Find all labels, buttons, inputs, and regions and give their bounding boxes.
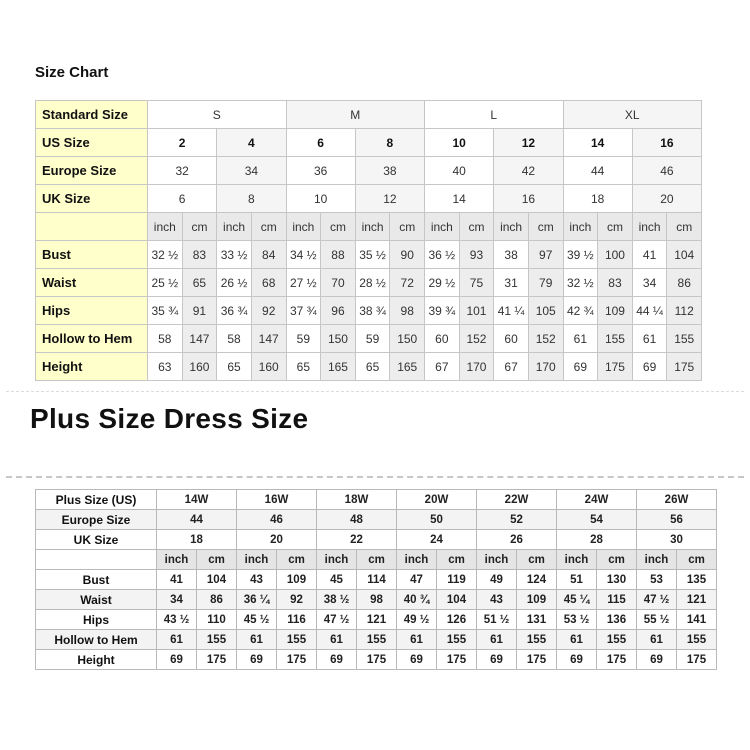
measurement-value-cell: 136 — [597, 610, 637, 630]
size-value-cell: 30 — [637, 530, 717, 550]
unit-header-cell: cm — [459, 213, 494, 241]
size-value-cell: 38 — [355, 157, 424, 185]
measurement-value-cell: 114 — [357, 570, 397, 590]
size-value-cell: 6 — [148, 185, 217, 213]
measurement-value-cell: 83 — [598, 269, 633, 297]
measurement-value-cell: 155 — [197, 630, 237, 650]
unit-header-cell: inch — [494, 213, 529, 241]
measurement-value-cell: 31 — [494, 269, 529, 297]
unit-header-cell: cm — [197, 550, 237, 570]
measurement-value-cell: 109 — [277, 570, 317, 590]
size-value-cell: 16 — [632, 129, 701, 157]
measurement-value-cell: 53 — [637, 570, 677, 590]
measurement-value-cell: 75 — [459, 269, 494, 297]
unit-header-cell: inch — [477, 550, 517, 570]
size-value-cell: 44 — [563, 157, 632, 185]
measurement-value-cell: 69 — [637, 650, 677, 670]
size-value-cell: 46 — [632, 157, 701, 185]
size-value-cell: 48 — [317, 510, 397, 530]
unit-header-cell: inch — [286, 213, 321, 241]
measurement-value-cell: 155 — [357, 630, 397, 650]
measurement-value-cell: 65 — [286, 353, 321, 381]
measurement-value-cell: 147 — [251, 325, 286, 353]
measurement-value-cell: 28 ½ — [355, 269, 390, 297]
standard-size-cell: L — [425, 101, 564, 129]
measurement-value-cell: 105 — [528, 297, 563, 325]
measurement-value-cell: 70 — [321, 269, 356, 297]
measurement-value-cell: 32 ½ — [148, 241, 183, 269]
measurement-value-cell: 130 — [597, 570, 637, 590]
measurement-value-cell: 44 ¼ — [632, 297, 667, 325]
measurement-value-cell: 175 — [197, 650, 237, 670]
row-label-cell: US Size — [36, 129, 148, 157]
size-value-cell: 14 — [563, 129, 632, 157]
table-row — [36, 530, 717, 550]
measurement-value-cell: 126 — [437, 610, 477, 630]
measurement-value-cell: 38 ¾ — [355, 297, 390, 325]
measurement-value-cell: 39 ½ — [563, 241, 598, 269]
unit-header-cell: cm — [597, 550, 637, 570]
measurement-value-cell: 35 ¾ — [148, 297, 183, 325]
row-label-cell: Hollow to Hem — [36, 630, 157, 650]
measurement-value-cell: 34 — [632, 269, 667, 297]
measurement-value-cell: 32 ½ — [563, 269, 598, 297]
measurement-value-cell: 100 — [598, 241, 633, 269]
size-value-cell: 24 — [397, 530, 477, 550]
measurement-value-cell: 121 — [357, 610, 397, 630]
measurement-value-cell: 72 — [390, 269, 425, 297]
dashed-separator-top — [6, 391, 744, 392]
measurement-value-cell: 109 — [517, 590, 557, 610]
size-value-cell: 10 — [286, 185, 355, 213]
row-label-cell: Height — [36, 353, 148, 381]
measurement-value-cell: 86 — [667, 269, 702, 297]
measurement-value-cell: 110 — [197, 610, 237, 630]
measurement-value-cell: 175 — [517, 650, 557, 670]
measurement-value-cell: 65 — [355, 353, 390, 381]
measurement-value-cell: 92 — [251, 297, 286, 325]
table-row — [36, 185, 702, 213]
size-value-cell: 50 — [397, 510, 477, 530]
measurement-value-cell: 69 — [557, 650, 597, 670]
row-label-cell: Waist — [36, 590, 157, 610]
measurement-value-cell: 40 ¾ — [397, 590, 437, 610]
measurement-value-cell: 67 — [494, 353, 529, 381]
unit-header-cell: inch — [557, 550, 597, 570]
unit-header-cell: cm — [182, 213, 217, 241]
table-row — [36, 610, 717, 630]
row-label-cell: Bust — [36, 241, 148, 269]
table-row — [36, 590, 717, 610]
measurement-value-cell: 55 ½ — [637, 610, 677, 630]
measurement-value-cell: 175 — [677, 650, 717, 670]
corner-cell — [36, 213, 148, 241]
unit-header-cell: inch — [632, 213, 667, 241]
measurement-value-cell: 42 ¾ — [563, 297, 598, 325]
measurement-value-cell: 175 — [598, 353, 633, 381]
measurement-value-cell: 155 — [277, 630, 317, 650]
table-row — [36, 650, 717, 670]
unit-header-cell: cm — [321, 213, 356, 241]
size-value-cell: 42 — [494, 157, 563, 185]
measurement-value-cell: 36 ¾ — [217, 297, 252, 325]
size-value-cell: 8 — [355, 129, 424, 157]
table-row — [36, 129, 702, 157]
measurement-value-cell: 101 — [459, 297, 494, 325]
measurement-value-cell: 43 — [477, 590, 517, 610]
measurement-value-cell: 25 ½ — [148, 269, 183, 297]
measurement-value-cell: 38 — [494, 241, 529, 269]
unit-header-cell: cm — [357, 550, 397, 570]
measurement-value-cell: 38 ½ — [317, 590, 357, 610]
row-label-cell: UK Size — [36, 530, 157, 550]
measurement-value-cell: 98 — [357, 590, 397, 610]
size-value-cell: 24W — [557, 490, 637, 510]
row-label-cell: Standard Size — [36, 101, 148, 129]
measurement-value-cell: 60 — [425, 325, 460, 353]
measurement-value-cell: 170 — [459, 353, 494, 381]
measurement-value-cell: 47 — [397, 570, 437, 590]
size-value-cell: 28 — [557, 530, 637, 550]
measurement-value-cell: 175 — [437, 650, 477, 670]
size-value-cell: 20 — [632, 185, 701, 213]
measurement-value-cell: 26 ½ — [217, 269, 252, 297]
measurement-value-cell: 43 — [237, 570, 277, 590]
measurement-value-cell: 90 — [390, 241, 425, 269]
measurement-value-cell: 175 — [357, 650, 397, 670]
standard-size-cell: S — [148, 101, 287, 129]
unit-header-cell: inch — [563, 213, 598, 241]
row-label-cell: Plus Size (US) — [36, 490, 157, 510]
measurement-value-cell: 155 — [598, 325, 633, 353]
measurement-value-cell: 160 — [182, 353, 217, 381]
unit-header-cell: cm — [667, 213, 702, 241]
table-row — [36, 241, 702, 269]
size-value-cell: 56 — [637, 510, 717, 530]
size-value-cell: 46 — [237, 510, 317, 530]
measurement-value-cell: 51 — [557, 570, 597, 590]
measurement-value-cell: 115 — [597, 590, 637, 610]
measurement-value-cell: 63 — [148, 353, 183, 381]
table-row — [36, 510, 717, 530]
table-row — [36, 570, 717, 590]
measurement-value-cell: 61 — [477, 630, 517, 650]
measurement-value-cell: 69 — [157, 650, 197, 670]
row-label-cell: Bust — [36, 570, 157, 590]
measurement-value-cell: 29 ½ — [425, 269, 460, 297]
measurement-value-cell: 160 — [251, 353, 286, 381]
unit-header-cell: inch — [157, 550, 197, 570]
measurement-value-cell: 121 — [677, 590, 717, 610]
size-value-cell: 44 — [157, 510, 237, 530]
measurement-value-cell: 91 — [182, 297, 217, 325]
measurement-value-cell: 112 — [667, 297, 702, 325]
measurement-value-cell: 104 — [197, 570, 237, 590]
row-label-cell: Waist — [36, 269, 148, 297]
measurement-value-cell: 61 — [557, 630, 597, 650]
measurement-value-cell: 34 — [157, 590, 197, 610]
measurement-value-cell: 152 — [459, 325, 494, 353]
measurement-value-cell: 165 — [390, 353, 425, 381]
measurement-value-cell: 104 — [437, 590, 477, 610]
measurement-value-cell: 150 — [390, 325, 425, 353]
unit-header-cell: inch — [237, 550, 277, 570]
measurement-value-cell: 49 — [477, 570, 517, 590]
measurement-value-cell: 69 — [477, 650, 517, 670]
table-row — [36, 157, 702, 185]
measurement-value-cell: 165 — [321, 353, 356, 381]
measurement-value-cell: 49 ½ — [397, 610, 437, 630]
measurement-value-cell: 59 — [286, 325, 321, 353]
table-row — [36, 297, 702, 325]
size-value-cell: 40 — [425, 157, 494, 185]
row-label-cell: Hollow to Hem — [36, 325, 148, 353]
measurement-value-cell: 41 — [157, 570, 197, 590]
measurement-value-cell: 65 — [217, 353, 252, 381]
unit-header-cell: cm — [598, 213, 633, 241]
unit-header-cell: inch — [637, 550, 677, 570]
unit-header-cell: cm — [677, 550, 717, 570]
unit-header-cell: cm — [390, 213, 425, 241]
size-value-cell: 54 — [557, 510, 637, 530]
measurement-value-cell: 175 — [277, 650, 317, 670]
row-label-cell: Europe Size — [36, 157, 148, 185]
measurement-value-cell: 37 ¾ — [286, 297, 321, 325]
measurement-value-cell: 175 — [667, 353, 702, 381]
measurement-value-cell: 150 — [321, 325, 356, 353]
measurement-value-cell: 61 — [317, 630, 357, 650]
table-row — [36, 213, 702, 241]
measurement-value-cell: 41 ¼ — [494, 297, 529, 325]
row-label-cell: Hips — [36, 610, 157, 630]
measurement-value-cell: 104 — [667, 241, 702, 269]
size-value-cell: 14 — [425, 185, 494, 213]
measurement-value-cell: 47 ½ — [317, 610, 357, 630]
measurement-value-cell: 39 ¾ — [425, 297, 460, 325]
measurement-value-cell: 152 — [528, 325, 563, 353]
measurement-value-cell: 27 ½ — [286, 269, 321, 297]
table-row — [36, 550, 717, 570]
measurement-value-cell: 69 — [237, 650, 277, 670]
measurement-value-cell: 131 — [517, 610, 557, 630]
unit-header-cell: cm — [517, 550, 557, 570]
measurement-value-cell: 36 ½ — [425, 241, 460, 269]
measurement-value-cell: 119 — [437, 570, 477, 590]
measurement-value-cell: 45 — [317, 570, 357, 590]
size-value-cell: 32 — [148, 157, 217, 185]
measurement-value-cell: 45 ½ — [237, 610, 277, 630]
measurement-value-cell: 34 ½ — [286, 241, 321, 269]
size-value-cell: 22W — [477, 490, 557, 510]
measurement-value-cell: 65 — [182, 269, 217, 297]
measurement-value-cell: 58 — [148, 325, 183, 353]
size-value-cell: 20 — [237, 530, 317, 550]
size-value-cell: 36 — [286, 157, 355, 185]
unit-header-cell: inch — [217, 213, 252, 241]
measurement-value-cell: 84 — [251, 241, 286, 269]
measurement-value-cell: 43 ½ — [157, 610, 197, 630]
unit-header-cell: cm — [277, 550, 317, 570]
size-value-cell: 20W — [397, 490, 477, 510]
measurement-value-cell: 93 — [459, 241, 494, 269]
size-chart-table — [35, 100, 702, 381]
measurement-value-cell: 170 — [528, 353, 563, 381]
unit-header-cell: cm — [528, 213, 563, 241]
size-value-cell: 34 — [217, 157, 286, 185]
unit-header-cell: inch — [397, 550, 437, 570]
measurement-value-cell: 36 ¼ — [237, 590, 277, 610]
measurement-value-cell: 69 — [397, 650, 437, 670]
unit-header-cell: inch — [148, 213, 183, 241]
measurement-value-cell: 58 — [217, 325, 252, 353]
unit-header-cell: inch — [355, 213, 390, 241]
size-value-cell: 10 — [425, 129, 494, 157]
measurement-value-cell: 116 — [277, 610, 317, 630]
size-value-cell: 52 — [477, 510, 557, 530]
size-chart-title: Size Chart — [35, 64, 109, 81]
measurement-value-cell: 60 — [494, 325, 529, 353]
measurement-value-cell: 155 — [597, 630, 637, 650]
measurement-value-cell: 53 ½ — [557, 610, 597, 630]
measurement-value-cell: 155 — [677, 630, 717, 650]
corner-cell — [36, 550, 157, 570]
measurement-value-cell: 33 ½ — [217, 241, 252, 269]
measurement-value-cell: 147 — [182, 325, 217, 353]
measurement-value-cell: 86 — [197, 590, 237, 610]
measurement-value-cell: 175 — [597, 650, 637, 670]
row-label-cell: UK Size — [36, 185, 148, 213]
measurement-value-cell: 97 — [528, 241, 563, 269]
measurement-value-cell: 96 — [321, 297, 356, 325]
measurement-value-cell: 155 — [517, 630, 557, 650]
measurement-value-cell: 69 — [317, 650, 357, 670]
measurement-value-cell: 61 — [637, 630, 677, 650]
size-value-cell: 2 — [148, 129, 217, 157]
measurement-value-cell: 79 — [528, 269, 563, 297]
measurement-value-cell: 61 — [157, 630, 197, 650]
measurement-value-cell: 88 — [321, 241, 356, 269]
size-value-cell: 12 — [355, 185, 424, 213]
size-value-cell: 14W — [157, 490, 237, 510]
standard-size-cell: XL — [563, 101, 702, 129]
size-value-cell: 26 — [477, 530, 557, 550]
table-row — [36, 630, 717, 650]
measurement-value-cell: 68 — [251, 269, 286, 297]
row-label-cell: Height — [36, 650, 157, 670]
measurement-value-cell: 45 ¼ — [557, 590, 597, 610]
measurement-value-cell: 67 — [425, 353, 460, 381]
plus-size-table — [35, 489, 717, 670]
measurement-value-cell: 98 — [390, 297, 425, 325]
measurement-value-cell: 69 — [563, 353, 598, 381]
size-value-cell: 16 — [494, 185, 563, 213]
measurement-value-cell: 51 ½ — [477, 610, 517, 630]
unit-header-cell: inch — [317, 550, 357, 570]
size-value-cell: 12 — [494, 129, 563, 157]
table-row — [36, 101, 702, 129]
measurement-value-cell: 41 — [632, 241, 667, 269]
table-row — [36, 269, 702, 297]
size-value-cell: 26W — [637, 490, 717, 510]
size-value-cell: 18W — [317, 490, 397, 510]
measurement-value-cell: 92 — [277, 590, 317, 610]
plus-size-title: Plus Size Dress Size — [30, 403, 309, 434]
measurement-value-cell: 61 — [563, 325, 598, 353]
table-row — [36, 353, 702, 381]
size-value-cell: 22 — [317, 530, 397, 550]
unit-header-cell: cm — [251, 213, 286, 241]
measurement-value-cell: 59 — [355, 325, 390, 353]
measurement-value-cell: 69 — [632, 353, 667, 381]
size-value-cell: 16W — [237, 490, 317, 510]
unit-header-cell: inch — [425, 213, 460, 241]
row-label-cell: Europe Size — [36, 510, 157, 530]
size-value-cell: 6 — [286, 129, 355, 157]
measurement-value-cell: 61 — [397, 630, 437, 650]
row-label-cell: Hips — [36, 297, 148, 325]
measurement-value-cell: 155 — [437, 630, 477, 650]
measurement-value-cell: 35 ½ — [355, 241, 390, 269]
unit-header-cell: cm — [437, 550, 477, 570]
size-value-cell: 4 — [217, 129, 286, 157]
measurement-value-cell: 109 — [598, 297, 633, 325]
table-row — [36, 490, 717, 510]
measurement-value-cell: 124 — [517, 570, 557, 590]
measurement-value-cell: 61 — [237, 630, 277, 650]
table-row — [36, 325, 702, 353]
measurement-value-cell: 47 ½ — [637, 590, 677, 610]
measurement-value-cell: 83 — [182, 241, 217, 269]
size-value-cell: 8 — [217, 185, 286, 213]
size-value-cell: 18 — [157, 530, 237, 550]
measurement-value-cell: 155 — [667, 325, 702, 353]
measurement-value-cell: 135 — [677, 570, 717, 590]
size-value-cell: 18 — [563, 185, 632, 213]
measurement-value-cell: 141 — [677, 610, 717, 630]
standard-size-cell: M — [286, 101, 425, 129]
measurement-value-cell: 61 — [632, 325, 667, 353]
dashed-separator — [6, 476, 744, 478]
